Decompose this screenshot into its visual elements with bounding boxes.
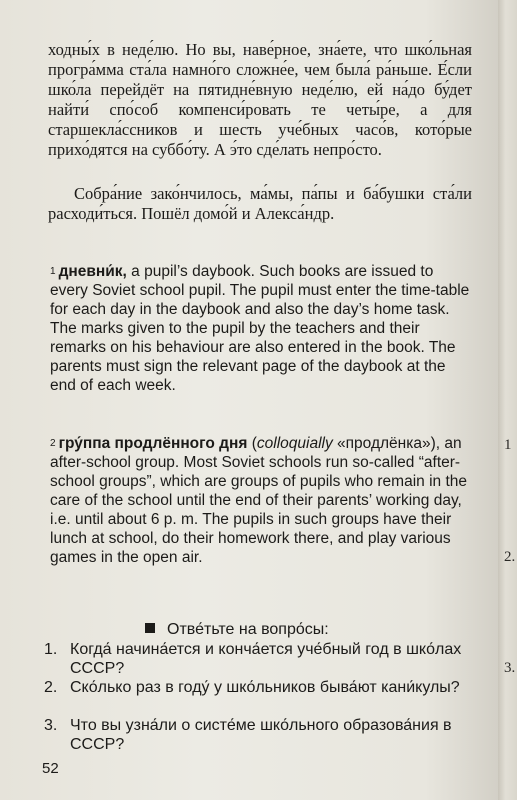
paragraph-1: ходны́х в неде́лю. Но вы, наве́рное, зна́ете, что шко́льная програ́мма ста́ла намно́го сложне́е, чем была́ ра́ньше. Е́сли шко́ла перейдёт на пятидне́вную неде́лю, ей на́до бу́дет найти́ спо́соб компенси́ровать те четы́ре, а для старшекла́ссников и шесть уче́бных часо́в, кото́рые прихо́дятся на суббо́ту. А э́то сде́лать непро́сто. [48,40,472,159]
next-page-edge [498,0,517,800]
footnote-term: гру́ппа продлённого дня [58,435,248,452]
question-text: Что вы узна́ли о систе́ме шко́льного образова́ния в СССР? [70,717,452,753]
questions-heading: Отве́тьте на вопро́сы: [145,621,329,639]
question-number: 1. [44,641,58,658]
edge-mark: 2. [504,549,516,565]
footnote-number: 1 [50,266,56,277]
page-number: 52 [42,760,59,777]
footnote-1 [50,262,474,395]
square-bullet-icon [145,623,155,633]
paragraph-2: Собра́ние зако́нчилось, ма́мы, па́пы и ба́бушки ста́ли расходи́ться. Пошёл домо́й и Алекса́ндр. [48,184,472,223]
question-text: Ско́лько раз в году́ у шко́льников быва́ют кани́кулы? [70,679,460,696]
footnote-number: 2 [50,438,56,449]
footnote-text: a pupil’s daybook. Such books are issued to every Soviet school pupil. The pupil must enter the time-table for each day in the daybook and also the day’s home task. The marks given to the pupil by the teachers and their remarks on his behaviour are also entered in the book. The parents must sign the relevant page of the daybook at the end of each week. [50,263,470,394]
question-text: Когда́ начина́ется и конча́ется уче́бный год в шко́лах СССР? [70,641,462,677]
footnote-text: «продлёнка»), an after-school group. Most Soviet schools run so-called “after-school groups”, which are groups of pupils who remain in the care of the school until the end of their parents’ working day, i.e. until about 6 p. m. The pupils in such groups have their lunch at school, do their homework there, and play various games in the open air. [50,435,468,566]
footnote-paren: ( [247,435,257,452]
question-1 [44,640,474,678]
footnote-2 [50,434,474,567]
question-number: 3. [44,717,58,734]
footnote-italic: colloquially [256,435,333,452]
footnote-term: дневни́к, [58,263,127,280]
edge-mark: 1 [504,437,512,453]
question-3 [44,716,474,754]
edge-mark: 3. [504,660,516,676]
question-2 [44,678,474,697]
question-number: 2. [44,679,58,696]
